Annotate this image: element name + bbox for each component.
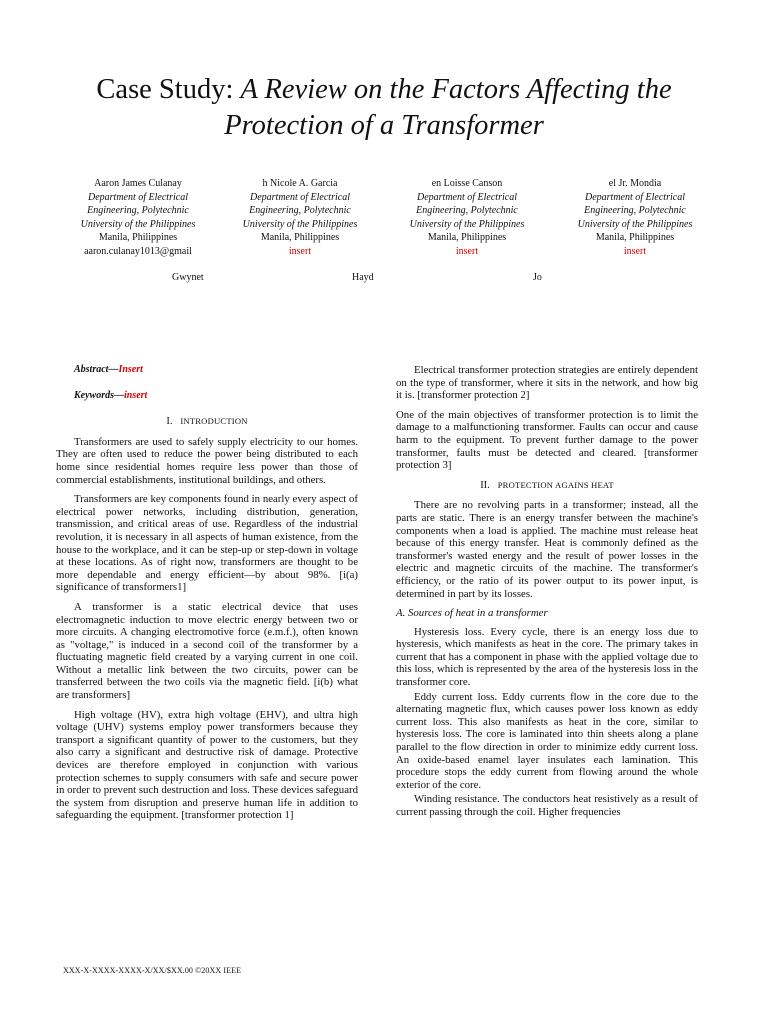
title-italic-line2: Protection of a Transformer	[224, 110, 544, 141]
body-paragraph: Transformers are used to safely supply electricity to our homes. They are often used to reduce the power being distributed to each home since residential homes require less power than those of commercial establishments, institutional buildings, and others.	[56, 435, 358, 486]
body-paragraph: Electrical transformer protection strategies are entirely dependent on the type of transformer, where it sits in the network, and how big it is. [transformer protection 2]	[396, 364, 698, 402]
right-column	[396, 364, 698, 826]
author-dept-line3: University of the Philippines	[577, 218, 693, 230]
section-title: PROTECTION AGAINS HEAT	[497, 479, 614, 490]
author-dept-line3: University of the Philippines	[409, 218, 525, 230]
abstract-line	[56, 364, 358, 377]
abstract-label: Abstract—	[74, 364, 119, 375]
body-paragraph: A transformer is a static electrical device that uses electromagnetic induction to move electric energy between two or more circuits. A changing electromotive force (e.m.f.), often known as "voltage," is induced in a second coil of the transformer by a fluctuating magnetic field created by a varying current in one coil. Without a metallic link between the two circuits, power can be transferred between the two coils via the magnetic field. [i(b) what are transformers]	[56, 600, 358, 702]
section-number: II.	[480, 479, 490, 491]
left-column	[56, 364, 358, 829]
keywords-label: Keywords—	[74, 389, 124, 401]
author-dept-line2: Engineering, Polytechnic	[87, 205, 189, 217]
author-name: h Nicole A. Garcia	[262, 178, 338, 189]
subsection-heading: A. Sources of heat in a transformer	[396, 607, 548, 620]
name-fragment: Gwynet	[172, 272, 204, 283]
abstract-value: Insert	[118, 364, 143, 375]
body-paragraph: Eddy current loss. Eddy currents flow in the core due to the alternating magnetic flux, which causes power loss known as eddy current loss. This also manifests as heat in the core, similar to hysteresis loss. The core is laminated into thin sheets along a plane parallel to the flow direction in order to minimize eddy current loss. An oxide-based enamel layer insulates each lamination. This procedure stops the eddy current from flowing around the whole exterior of the core.	[396, 690, 698, 791]
author-block-4	[555, 177, 715, 259]
author-city: Manila, Philippines	[98, 232, 178, 244]
author-block-2	[220, 177, 380, 259]
body-paragraph: Transformers are key components found in nearly every aspect of electrical power networks, including distribution, generation, transmission, and critical areas of use. Regardless of the industrial revolution, it is necessary in all aspects of human existence, from the house to the workplace, and it can be step-up or step-down in voltage at these locations. As of right now, transformers are thought to be more dependable and energy efficient—by about 98%. [i(a) significance of transformers1]	[56, 493, 358, 594]
body-paragraph: High voltage (HV), extra high voltage (EHV), and ultra high voltage (UHV) systems employ power transformers because they transport a significant quantity of power to the customers, but they also carry a significant and destructive risk of damage. Protective devices are therefore employed in conjunction with various protection schemes to supply consumers with safe and secure power in order to prevent such destruction and loss. These devices safeguard the system from disruption and preserve human life in addition to safeguarding the equipment. [transformer protection 1]	[56, 708, 358, 822]
author-city: Manila, Philippines	[427, 232, 507, 244]
author-name: Aaron James Culanay	[94, 178, 182, 189]
author-dept-line1: Department of Electrical	[417, 191, 517, 203]
author-dept-line2: Engineering, Polytechnic	[416, 205, 518, 217]
author-name: el Jr. Mondia	[608, 178, 662, 189]
author-dept-line3: University of the Philippines	[80, 218, 196, 230]
body-paragraph: Winding resistance. The conductors heat resistively as a result of current passing through the coil. Higher frequencies	[396, 793, 698, 818]
author-city: Manila, Philippines	[595, 232, 675, 244]
author-dept-line3: University of the Philippines	[242, 218, 358, 230]
keywords-value: insert	[124, 389, 148, 401]
author-dept-line1: Department of Electrical	[585, 191, 685, 203]
title-prefix: Case Study:	[96, 74, 241, 105]
author-dept-line2: Engineering, Polytechnic	[584, 205, 686, 217]
author-email: aaron.culanay1013@gmail	[84, 245, 192, 257]
author-dept-line1: Department of Electrical	[250, 191, 350, 203]
author-block-1	[58, 177, 218, 259]
name-fragment: Jo	[533, 272, 542, 283]
keywords-line	[56, 390, 358, 403]
body-paragraph: One of the main objectives of transformer protection is to limit the damage to a malfunctioning transformer. Faults can occur and cause harm to the equipment. To prevent further damage to the power transformer, faults must be detected and cleared. [transformer protection 3]	[396, 408, 698, 472]
author-name: en Loisse Canson	[431, 178, 503, 189]
section-number: I.	[166, 416, 173, 428]
name-fragment: Hayd	[352, 272, 374, 283]
author-contact-placeholder: insert	[455, 245, 479, 257]
author-dept-line1: Department of Electrical	[88, 191, 188, 203]
section-heading-introduction	[56, 415, 358, 429]
title-italic-line1: A Review on the Factors Affecting the	[240, 74, 672, 105]
section-heading-heat	[396, 479, 698, 493]
section-title: INTRODUCTION	[180, 416, 248, 427]
copyright-footer: XXX-X-XXXX-XXXX-X/XX/$XX.00 ©20XX IEEE	[63, 966, 242, 975]
author-contact-placeholder: insert	[623, 245, 647, 257]
author-city: Manila, Philippines	[260, 232, 340, 244]
author-contact-placeholder: insert	[288, 245, 312, 257]
paper-title	[40, 72, 728, 144]
author-dept-line2: Engineering, Polytechnic	[249, 205, 351, 217]
author-block-3	[387, 177, 547, 259]
body-paragraph: There are no revolving parts in a transformer; instead, all the parts are static. There is an energy transfer between the machine's components when a load is applied. The machine must release heat because of this energy transfer. Heat is commonly defined as the transformer's wasted energy and the result of power losses in the electric and magnetic circuits of the machine. The transformer's efficiency, or the ratio of its power output to its power input, is determined in part by its losses.	[396, 499, 698, 600]
body-paragraph: Hysteresis loss. Every cycle, there is an energy loss due to hysteresis, which manifests as heat in the core. The primary takes in current that has a component in phase with the applied voltage due to this loss, which is represented by the area of the hysteresis loss in the transformer core.	[396, 625, 698, 689]
